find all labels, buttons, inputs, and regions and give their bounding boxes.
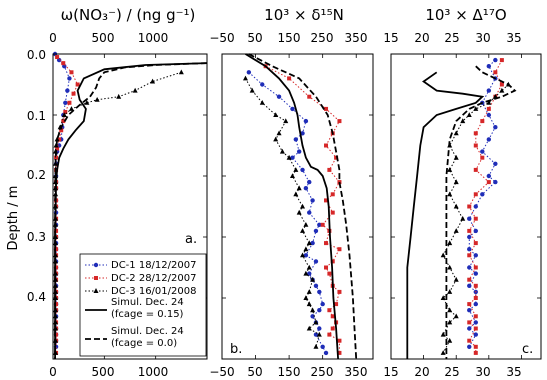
legend-label: Simul. Dec. 24 bbox=[111, 297, 184, 308]
data-point-dc3 bbox=[277, 131, 282, 136]
data-point-dc3 bbox=[290, 173, 295, 178]
data-point-dc3 bbox=[447, 167, 452, 172]
y-tick-label: 0.3 bbox=[26, 230, 46, 244]
data-point-dc2 bbox=[324, 266, 328, 270]
x-tick-label: 1000 bbox=[137, 365, 169, 379]
data-point-dc3 bbox=[297, 210, 302, 215]
data-point-dc3 bbox=[441, 253, 446, 258]
data-point-dc1 bbox=[300, 168, 304, 172]
data-point-dc1 bbox=[63, 101, 67, 105]
data-point-dc1 bbox=[307, 210, 311, 214]
data-point-dc3 bbox=[454, 155, 459, 160]
x-tick-label: 35 bbox=[506, 31, 522, 45]
data-point-dc1 bbox=[314, 284, 318, 288]
y-tick-label: 0.2 bbox=[26, 168, 46, 182]
x-tick-label: 50 bbox=[247, 365, 263, 379]
data-point-dc1 bbox=[487, 174, 491, 178]
data-point-dc3 bbox=[243, 76, 248, 81]
data-point-dc1 bbox=[304, 186, 308, 190]
data-point-dc2 bbox=[474, 144, 478, 148]
panel-b bbox=[209, 6, 373, 379]
data-point-dc3 bbox=[447, 265, 452, 270]
data-point-dc3 bbox=[447, 320, 452, 325]
data-point-dc2 bbox=[493, 70, 497, 74]
data-point-dc2 bbox=[337, 119, 341, 123]
panel-c-x-ticks-bottom bbox=[383, 365, 521, 379]
y-tick-label: 0.4 bbox=[26, 290, 46, 304]
data-point-dc3 bbox=[447, 192, 452, 197]
data-point-dc3 bbox=[260, 100, 265, 105]
legend bbox=[80, 254, 206, 356]
data-point-dc2 bbox=[324, 241, 328, 245]
data-point-dc1 bbox=[493, 162, 497, 166]
data-point-dc3 bbox=[467, 112, 472, 117]
data-point-dc3 bbox=[307, 301, 312, 306]
legend-label: Simul. Dec. 24 bbox=[111, 326, 184, 337]
x-tick-label: 30 bbox=[475, 365, 491, 379]
data-point-dc1 bbox=[247, 70, 251, 74]
x-tick-label: 150 bbox=[277, 365, 301, 379]
legend-label: DC-1 18/12/2007 bbox=[111, 260, 197, 271]
data-point-dc3 bbox=[116, 94, 121, 99]
data-point-dc3 bbox=[273, 137, 278, 142]
data-point-dc3 bbox=[307, 265, 312, 270]
data-point-dc2 bbox=[474, 192, 478, 196]
data-point-dc3 bbox=[454, 204, 459, 209]
data-point-dc1 bbox=[474, 229, 478, 233]
data-point-dc1 bbox=[314, 259, 318, 263]
data-point-dc1 bbox=[320, 345, 324, 349]
data-point-dc1 bbox=[317, 290, 321, 294]
data-point-dc1 bbox=[474, 332, 478, 336]
data-point-dc3 bbox=[454, 131, 459, 136]
data-point-dc1 bbox=[314, 229, 318, 233]
data-point-dc1 bbox=[474, 302, 478, 306]
x-tick-label: 0 bbox=[49, 31, 57, 45]
data-point-dc2 bbox=[324, 144, 328, 148]
data-point-dc2 bbox=[474, 284, 478, 288]
data-point-dc3 bbox=[95, 97, 100, 102]
data-point-dc3 bbox=[283, 118, 288, 123]
data-point-dc1 bbox=[324, 351, 328, 355]
data-point-dc1 bbox=[474, 253, 478, 257]
data-point-dc1 bbox=[467, 308, 471, 312]
data-point-dc1 bbox=[480, 192, 484, 196]
data-point-dc2 bbox=[467, 302, 471, 306]
data-point-dc2 bbox=[61, 61, 65, 65]
data-point-dc2 bbox=[327, 308, 331, 312]
data-point-dc3 bbox=[280, 149, 285, 154]
panel-a-label: a. bbox=[185, 232, 198, 247]
data-point-dc3 bbox=[293, 167, 298, 172]
data-point-dc1 bbox=[320, 302, 324, 306]
data-point-dc2 bbox=[474, 351, 478, 355]
data-point-dc1 bbox=[474, 320, 478, 324]
data-point-dc2 bbox=[467, 320, 471, 324]
data-point-dc3 bbox=[293, 192, 298, 197]
data-point-dc1 bbox=[487, 64, 491, 68]
panel-b-x-ticks-bottom bbox=[209, 365, 367, 379]
x-tick-label: 30 bbox=[475, 31, 491, 45]
data-point-dc2 bbox=[327, 168, 331, 172]
legend-label: (fcage = 0.0) bbox=[111, 338, 178, 349]
data-point-dc1 bbox=[467, 247, 471, 251]
data-point-dc1 bbox=[493, 58, 497, 62]
data-point-dc3 bbox=[300, 228, 305, 233]
data-point-dc1 bbox=[487, 88, 491, 92]
data-point-dc2 bbox=[474, 314, 478, 318]
data-point-dc3 bbox=[307, 326, 312, 331]
data-point-dc2 bbox=[287, 76, 291, 80]
x-tick-label: 350 bbox=[344, 31, 368, 45]
data-point-dc3 bbox=[447, 240, 452, 245]
data-point-dc3 bbox=[310, 307, 315, 312]
data-point-dc2 bbox=[337, 339, 341, 343]
panel-a-x-ticks-bottom bbox=[49, 365, 168, 379]
panel-a bbox=[49, 6, 207, 379]
data-point-dc2 bbox=[67, 101, 71, 105]
x-tick-label: 500 bbox=[91, 365, 115, 379]
data-point-dc1 bbox=[467, 326, 471, 330]
data-point-dc2 bbox=[474, 327, 478, 331]
panel-b-plot bbox=[222, 54, 373, 359]
legend-label: DC-3 16/01/2008 bbox=[111, 286, 197, 297]
data-point-dc1 bbox=[290, 107, 294, 111]
panel-b-label: b. bbox=[230, 342, 243, 357]
data-point-dc2 bbox=[321, 223, 325, 227]
x-tick-label: 50 bbox=[247, 31, 263, 45]
data-point-dc2 bbox=[337, 290, 341, 294]
data-point-dc3 bbox=[454, 277, 459, 282]
panel-c-x-ticks-top bbox=[383, 31, 521, 45]
data-point-dc2 bbox=[474, 266, 478, 270]
data-point-dc3 bbox=[313, 344, 318, 349]
data-point-dc2 bbox=[467, 205, 471, 209]
panel-b-x-ticks-top bbox=[209, 31, 367, 45]
data-point-dc2 bbox=[69, 70, 73, 74]
y-tick-label: 0.1 bbox=[26, 109, 46, 123]
data-point-dc2 bbox=[331, 192, 335, 196]
data-point-dc3 bbox=[454, 314, 459, 319]
data-point-dc2 bbox=[487, 180, 491, 184]
data-point-dc1 bbox=[493, 125, 497, 129]
legend-label: (fcage = 0.15) bbox=[111, 309, 184, 320]
x-tick-label: 15 bbox=[383, 365, 399, 379]
data-point-dc3 bbox=[303, 246, 308, 251]
data-point-dc3 bbox=[300, 204, 305, 209]
data-point-dc1 bbox=[467, 345, 471, 349]
panel-c-label: c. bbox=[522, 342, 534, 357]
data-point-dc2 bbox=[467, 339, 471, 343]
data-point-dc2 bbox=[72, 92, 76, 96]
data-point-dc1 bbox=[474, 271, 478, 275]
data-point-dc2 bbox=[307, 95, 311, 99]
data-point-dc3 bbox=[179, 70, 184, 75]
data-point-dc2 bbox=[331, 327, 335, 331]
data-point-dc3 bbox=[441, 295, 446, 300]
data-point-dc1 bbox=[304, 119, 308, 123]
x-tick-label: 150 bbox=[277, 31, 301, 45]
x-tick-label: 1000 bbox=[137, 31, 169, 45]
data-point-dc2 bbox=[337, 247, 341, 251]
y-axis-label: Depth / m bbox=[6, 185, 21, 251]
data-point-dc3 bbox=[250, 88, 255, 93]
panel-c-plot bbox=[391, 54, 541, 359]
data-point-dc1 bbox=[474, 204, 478, 208]
data-point-dc3 bbox=[133, 88, 138, 93]
panel-c bbox=[383, 6, 541, 379]
data-point-dc1 bbox=[297, 149, 301, 153]
y-tick-label: 0.0 bbox=[26, 48, 46, 62]
data-point-dc1 bbox=[294, 137, 298, 141]
x-tick-label: 35 bbox=[506, 365, 522, 379]
data-point-dc1 bbox=[467, 284, 471, 288]
x-tick-label: 20 bbox=[414, 31, 430, 45]
data-point-dc3 bbox=[307, 289, 312, 294]
data-point-dc3 bbox=[273, 112, 278, 117]
panel-a-title: ω(NO₃⁻) / (ng g⁻¹) bbox=[60, 6, 196, 24]
panel-b-title: 10³ × δ¹⁵N bbox=[264, 6, 344, 24]
data-point-dc2 bbox=[500, 58, 504, 62]
x-tick-label: 20 bbox=[414, 365, 430, 379]
data-point-dc2 bbox=[474, 241, 478, 245]
data-point-dc2 bbox=[474, 131, 478, 135]
x-tick-label: 350 bbox=[344, 365, 368, 379]
data-point-dc2 bbox=[55, 55, 59, 59]
data-point-dc2 bbox=[327, 333, 331, 337]
x-tick-label: −50 bbox=[209, 365, 235, 379]
data-point-dc2 bbox=[480, 156, 484, 160]
data-point-dc1 bbox=[487, 137, 491, 141]
data-point-dc3 bbox=[297, 185, 302, 190]
data-point-dc1 bbox=[317, 326, 321, 330]
x-tick-label: 15 bbox=[383, 31, 399, 45]
data-point-dc2 bbox=[467, 278, 471, 282]
series-line-simul-015 bbox=[407, 72, 482, 359]
data-point-dc2 bbox=[467, 229, 471, 233]
data-point-dc1 bbox=[67, 76, 71, 80]
data-point-dc3 bbox=[460, 216, 465, 221]
data-point-dc1 bbox=[493, 180, 497, 184]
data-point-dc1 bbox=[260, 82, 264, 86]
data-point-dc2 bbox=[474, 217, 478, 221]
x-tick-label: 250 bbox=[310, 31, 334, 45]
data-point-dc2 bbox=[474, 296, 478, 300]
data-point-dc3 bbox=[454, 179, 459, 184]
data-point-dc3 bbox=[447, 338, 452, 343]
data-point-dc1 bbox=[480, 149, 484, 153]
data-point-dc1 bbox=[65, 88, 69, 92]
data-point-dc3 bbox=[303, 295, 308, 300]
data-point-dc1 bbox=[467, 265, 471, 269]
y-tick-labels bbox=[27, 48, 46, 304]
data-point-dc3 bbox=[447, 289, 452, 294]
data-point-dc1 bbox=[467, 217, 471, 221]
data-point-dc3 bbox=[441, 350, 446, 355]
data-point-dc2 bbox=[474, 168, 478, 172]
x-tick-label: 0 bbox=[49, 365, 57, 379]
x-tick-label: −50 bbox=[209, 31, 235, 45]
data-point-dc2 bbox=[474, 345, 478, 349]
x-tick-label: 25 bbox=[444, 365, 460, 379]
data-point-dc3 bbox=[447, 307, 452, 312]
data-point-dc1 bbox=[310, 198, 314, 202]
series-line-dc1 bbox=[249, 72, 326, 353]
data-point-dc3 bbox=[454, 228, 459, 233]
x-tick-label: 25 bbox=[444, 31, 460, 45]
data-point-dc3 bbox=[441, 332, 446, 337]
data-point-dc1 bbox=[317, 308, 321, 312]
data-point-dc1 bbox=[467, 235, 471, 239]
x-tick-label: 500 bbox=[91, 31, 115, 45]
data-point-dc2 bbox=[467, 253, 471, 257]
data-point-dc2 bbox=[480, 119, 484, 123]
panel-b-frame bbox=[222, 54, 373, 359]
data-point-dc2 bbox=[327, 272, 331, 276]
data-point-dc1 bbox=[277, 95, 281, 99]
data-point-dc2 bbox=[331, 211, 335, 215]
data-point-dc1 bbox=[487, 113, 491, 117]
data-point-dc2 bbox=[487, 107, 491, 111]
panel-a-x-ticks-top bbox=[49, 31, 168, 45]
panel-c-title: 10³ × Δ¹⁷O bbox=[425, 6, 507, 24]
x-tick-label: 250 bbox=[310, 365, 334, 379]
data-point-dc3 bbox=[303, 222, 308, 227]
legend-label: DC-2 28/12/2007 bbox=[111, 273, 197, 284]
data-point-dc1 bbox=[307, 180, 311, 184]
